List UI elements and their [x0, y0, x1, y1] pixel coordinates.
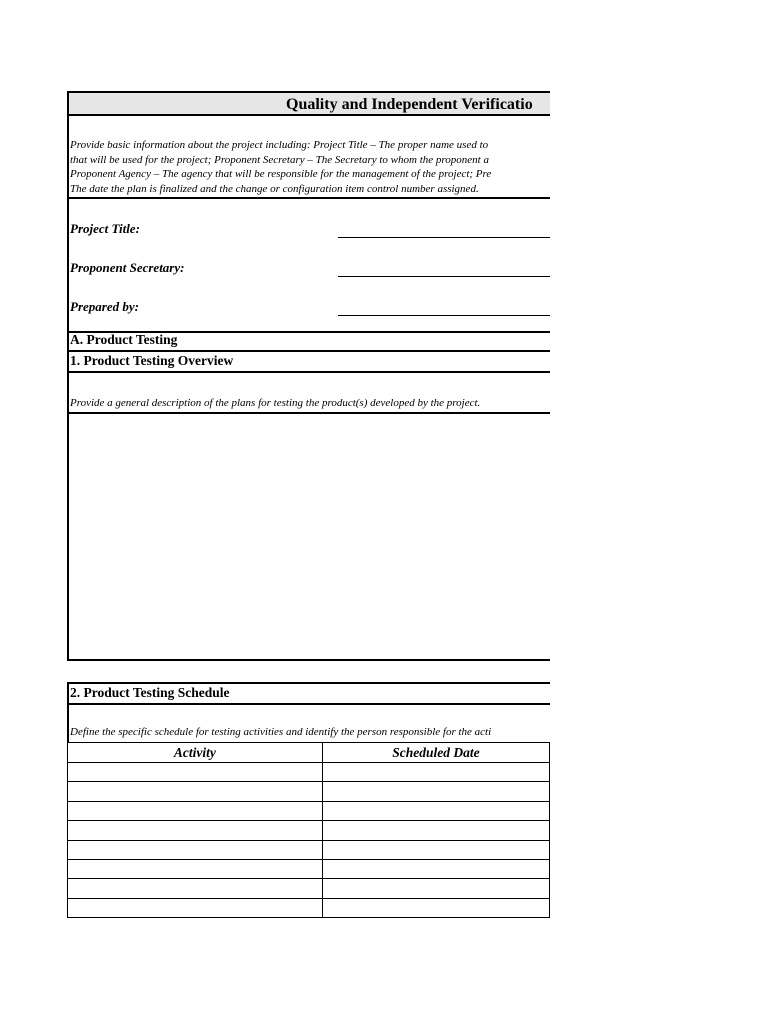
table-row [68, 782, 550, 801]
divider [67, 659, 550, 661]
project-title-field[interactable] [338, 237, 550, 238]
prepared-by-field[interactable] [338, 315, 550, 316]
proponent-secretary-field[interactable] [338, 276, 550, 277]
overview-text-area[interactable] [69, 414, 550, 659]
document-title: Quality and Independent Verificatio [286, 96, 533, 113]
title-bar [67, 91, 550, 116]
schedule-table [67, 742, 550, 918]
date-cell[interactable] [322, 821, 549, 840]
activity-cell[interactable] [68, 763, 323, 782]
project-title-label: Project Title: [70, 221, 140, 236]
divider [67, 682, 550, 684]
date-cell[interactable] [322, 879, 549, 898]
activity-cell[interactable] [68, 898, 323, 917]
intro-line: Proponent Agency – The agency that will be responsible for the management of the project; Pre [70, 168, 492, 180]
form-sheet [67, 91, 550, 971]
section-2-heading: 2. Product Testing Schedule [70, 685, 230, 700]
date-cell[interactable] [322, 763, 549, 782]
column-header-scheduled-date: Scheduled Date [322, 743, 549, 763]
table-row [68, 840, 550, 859]
date-cell[interactable] [322, 859, 549, 878]
activity-cell[interactable] [68, 821, 323, 840]
activity-cell[interactable] [68, 801, 323, 820]
intro-line: Provide basic information about the project including: Project Title – The proper name used to [70, 139, 489, 151]
table-row [68, 763, 550, 782]
table-header-row [68, 743, 550, 763]
date-cell[interactable] [322, 840, 549, 859]
section-a-heading: A. Product Testing [70, 332, 178, 347]
proponent-secretary-label: Proponent Secretary: [70, 260, 185, 275]
divider [67, 703, 550, 705]
divider [67, 197, 550, 199]
divider [67, 371, 550, 373]
intro-line: that will be used for the project; Proponent Secretary – The Secretary to whom the proponent a [70, 153, 489, 166]
intro-line: The date the plan is finalized and the change or configuration item control number assigned. [70, 182, 479, 195]
section-2-description: Define the specific schedule for testing activities and identify the person responsible for the acti [70, 726, 492, 738]
intro-text [70, 138, 550, 196]
table-row [68, 879, 550, 898]
table-row [68, 801, 550, 820]
section-1-heading: 1. Product Testing Overview [70, 353, 234, 368]
table-row [68, 898, 550, 917]
date-cell[interactable] [322, 898, 549, 917]
divider [67, 350, 550, 352]
activity-cell[interactable] [68, 859, 323, 878]
table-row [68, 821, 550, 840]
left-border [67, 682, 69, 742]
column-header-activity: Activity [68, 743, 323, 763]
activity-cell[interactable] [68, 840, 323, 859]
date-cell[interactable] [322, 782, 549, 801]
table-row [68, 859, 550, 878]
prepared-by-label: Prepared by: [70, 299, 139, 314]
date-cell[interactable] [322, 801, 549, 820]
section-1-description: Provide a general description of the plans for testing the product(s) developed by the project. [70, 397, 481, 409]
activity-cell[interactable] [68, 879, 323, 898]
activity-cell[interactable] [68, 782, 323, 801]
